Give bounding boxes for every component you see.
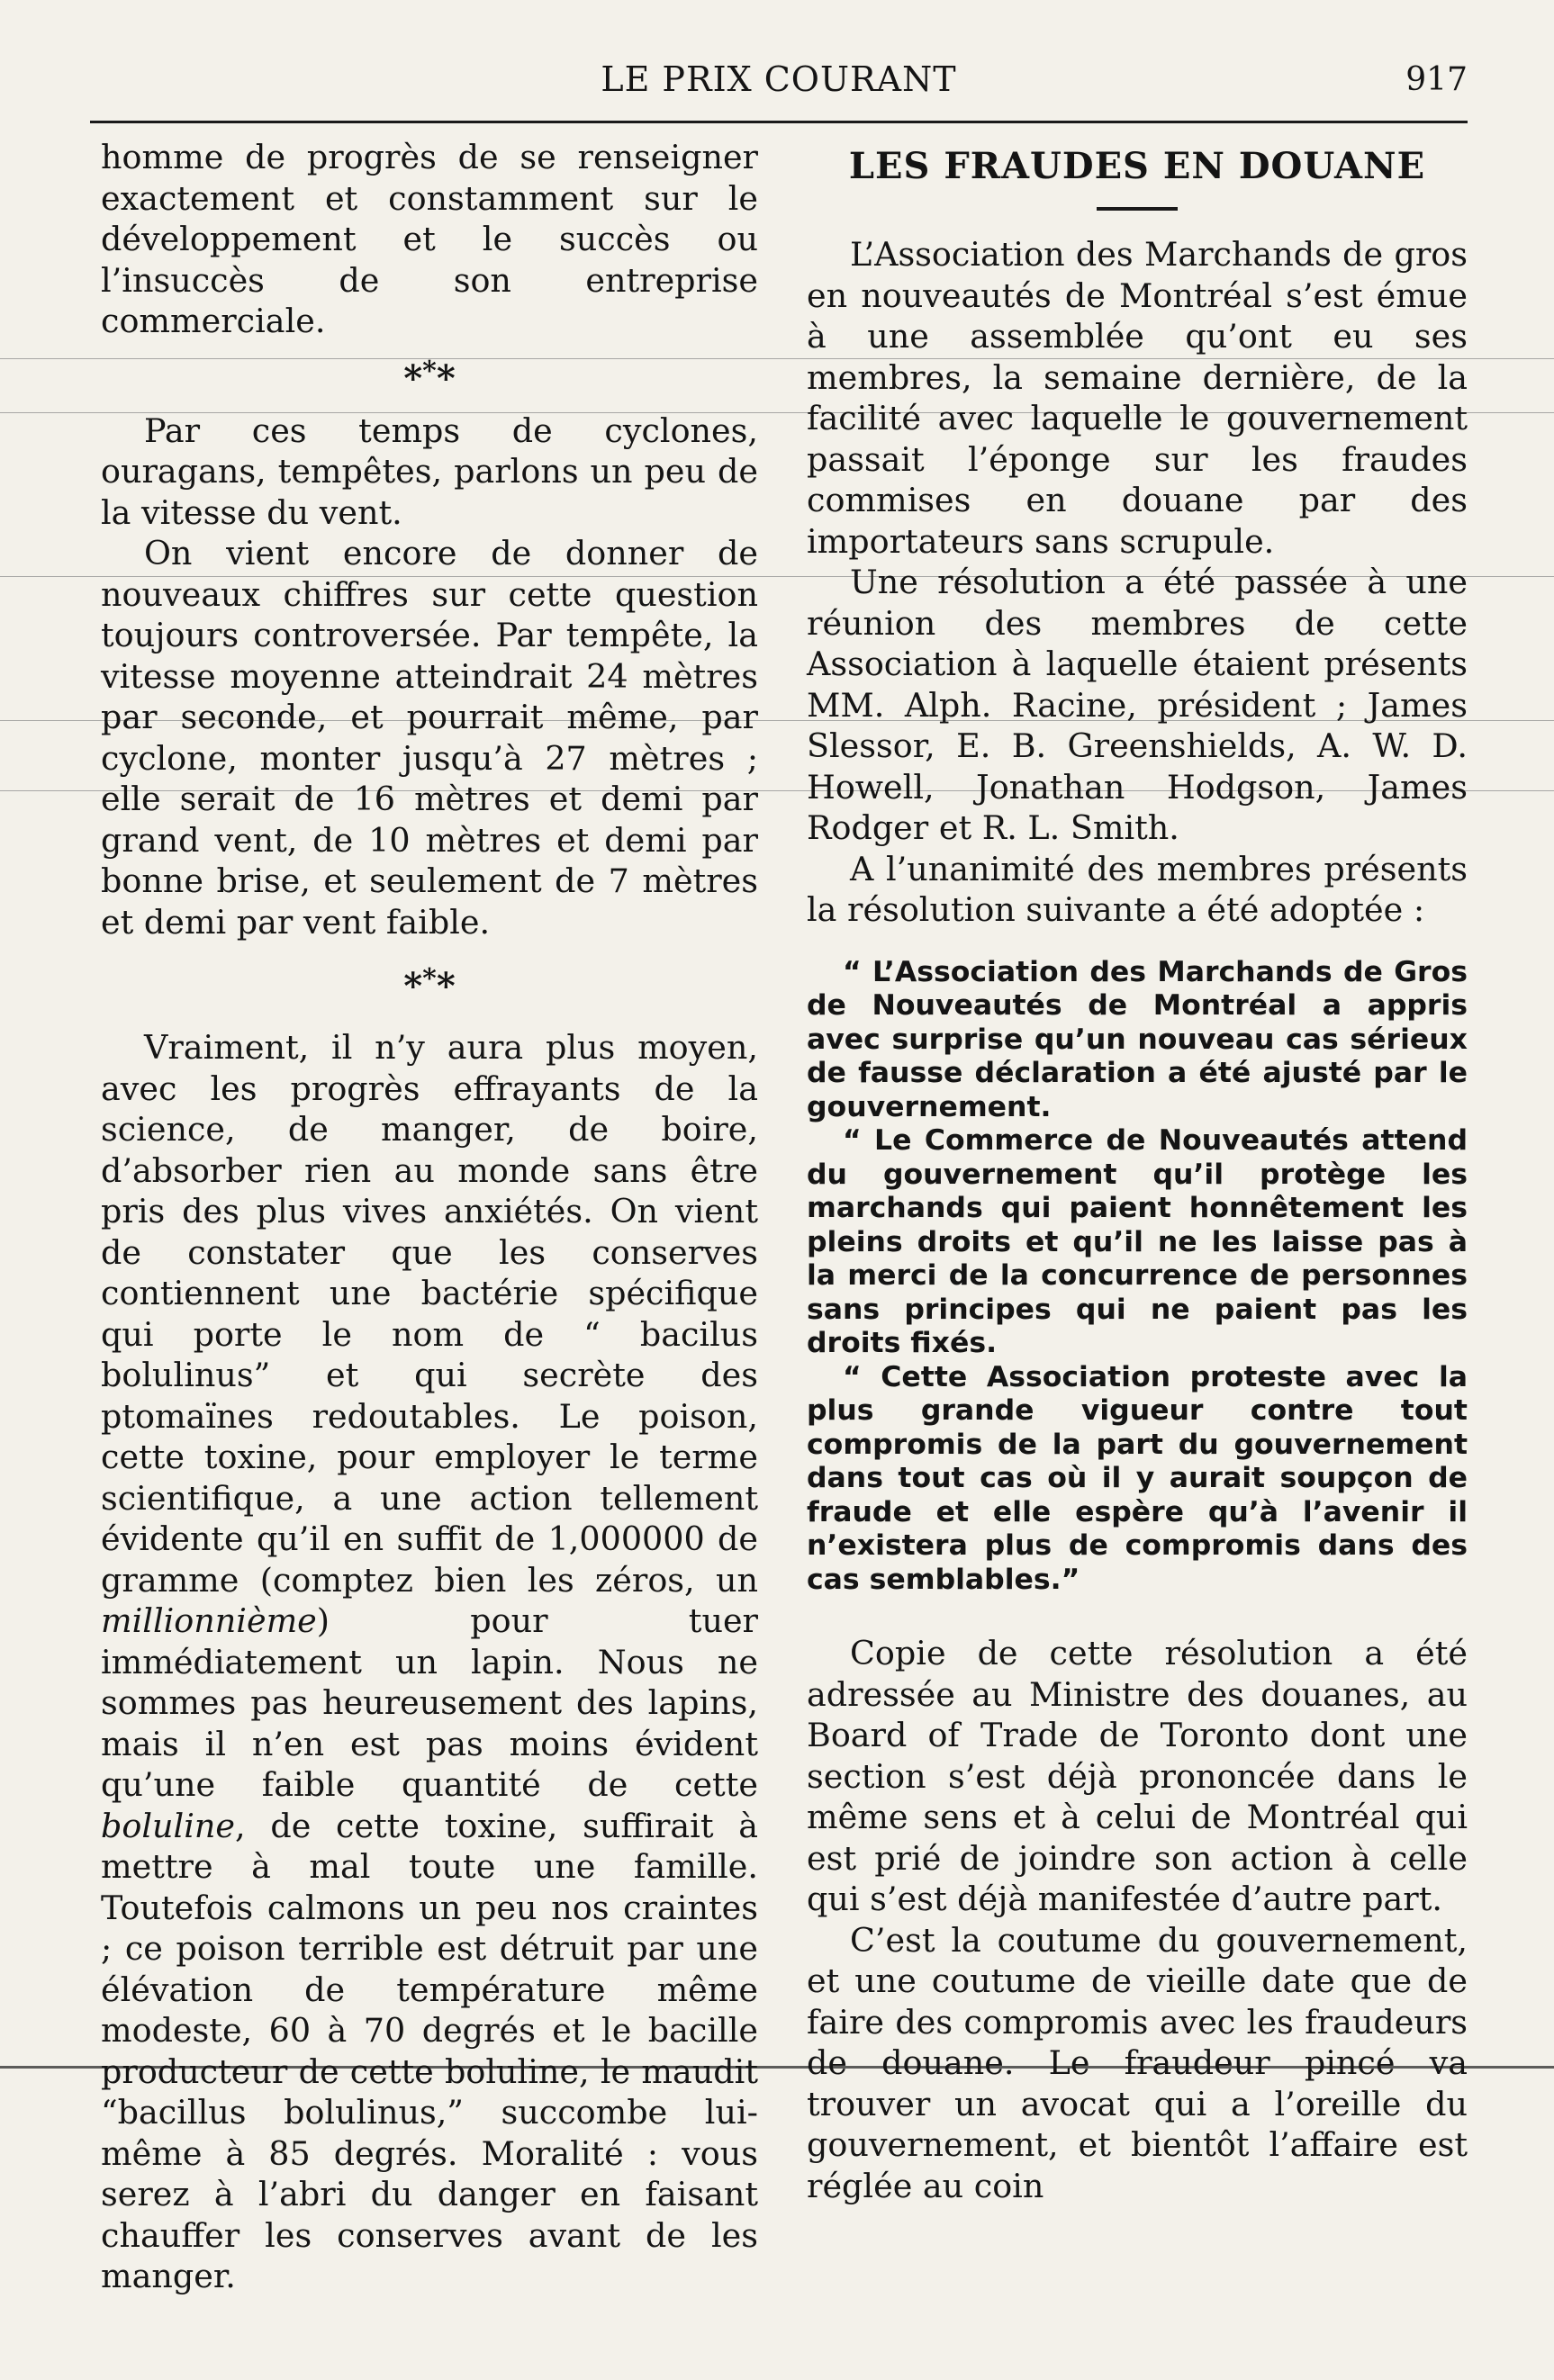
heading-rule (1097, 207, 1178, 211)
resolution-quote (807, 956, 1468, 1598)
paragraph: Une résolution a été passée à une réunion des membres de cette Association à laquelle étaient présents MM. Alph. Racine, président ; James Slessor, E. B. Greenshields, A. W. D. Howell, Jonathan Hodgson, James Rodger et R. L. Smith. (807, 563, 1468, 847)
left-column (101, 137, 758, 2297)
article-heading: LES FRAUDES EN DOUANE (848, 145, 1426, 187)
paragraph: homme de progrès de se renseigner exactement et constamment sur le développement et le succès ou l’insuccès de son entreprise commerciale. (101, 138, 758, 340)
quote-paragraph: “ L’Association des Marchands de Gros de Nouveautés de Montréal a appris avec surprise qu’un nouveau cas sérieux de fausse déclaration a été ajusté par le gouvernement. (807, 955, 1468, 1123)
paragraph: On vient encore de donner de nouveaux chiffres sur cette question toujours controversée. Par tempête, la vitesse moyenne atteindrait 24 mètres par seconde, et pourrait même, par cyclone, monter jusqu’à 27 mètres ; elle serait de 16 mètres et demi par grand vent, de 10 mètres et demi par bonne brise, et seulement de 7 mètres et demi par vent faible. (101, 534, 758, 942)
quote-paragraph: “ Cette Association proteste avec la plus grande vigueur contre tout compromis de la part du gouvernement dans tout cas où il y aurait soupçon de fraude et elle espère qu’à l’avenir il n’existera plus de compromis dans des cas semblables.” (807, 1360, 1468, 1596)
paragraph: Copie de cette résolution a été adressée au Ministre des douanes, au Board of Trade de Toronto dont une section s’est déjà prononcée dans le même sens et à celui de Montréal qui est prié de joindre son action à celle qui s’est déjà manifestée d’autre part. (807, 1634, 1468, 1918)
right-column (807, 137, 1468, 2206)
quote-paragraph: “ Le Commerce de Nouveautés attend du gouvernement qu’il protège les marchands qui paient honnêtement les pleins droits et qu’il ne les laisse pas à la merci de la concurrence de personnes sans principes qui ne paient pas les droits fixés. (807, 1124, 1468, 1359)
paragraph: L’Association des Marchands de gros en nouveautés de Montréal s’est émue à une assemblée qu’ont eu ses membres, la semaine dernière, de la facilité avec laquelle le gouvernement passait l’éponge sur les fraudes commises en douane par des importateurs sans scrupule. (807, 235, 1468, 561)
paragraph: Par ces temps de cyclones, ouragans, tempêtes, parlons un peu de la vitesse du vent. (101, 410, 758, 532)
page-number: 917 (1405, 61, 1468, 98)
emphasis: millionnième (101, 1601, 317, 1640)
header-rule (90, 121, 1468, 123)
page-header (90, 56, 1468, 106)
section-separator-stars: *** (403, 963, 456, 1007)
paragraph: Vraiment, il n’y aura plus moyen, avec les progrès effrayants de la science, de manger, de boire, d’absorber rien au monde sans être pris des plus vives anxiétés. On vient de constater que les conserves contiennent une bactérie spécifique qui porte le nom de “ bacilus bolulinus” et qui secrète des ptomaïnes redoutables. Le poison, cette toxine, pour employer le terme scientifique, a une action tellement évidente qu’il en suffit de 1,000000 de gramme (comptez bien les zéros, un millionnième) pour tuer immédiatement un lapin. Nous ne sommes pas heureusement des lapins, mais il n’en est pas moins évident qu’une faible quantité de cette boluline, de cette toxine, suffirait à mettre à mal toute une famille. Toutefois calmons un peu nos craintes ; ce poison terrible est détruit par une élévation de température même modeste, 60 à 70 degrés et le bacille producteur de cette boluline, le maudit “bacillus bolulinus,” succombe lui-même à 85 degrés. Moralité : vous serez à l’abri du danger en faisant chauffer les conserves avant de les manger. (101, 1028, 758, 2295)
publication-title: LE PRIX COURANT (601, 59, 957, 99)
paragraph: A l’unanimité des membres présents la résolution suivante a été adoptée : (807, 849, 1468, 929)
section-separator-stars: *** (403, 355, 456, 400)
paragraph: C’est la coutume du gouvernement, et une coutume de vieille date que de faire des compromis avec les fraudeurs de douane. Le fraudeur pincé va trouver un avocat qui a l’oreille du gouvernement, et bientôt l’affaire est réglée au coin (807, 1920, 1468, 2205)
emphasis: boluline (101, 1806, 235, 1845)
